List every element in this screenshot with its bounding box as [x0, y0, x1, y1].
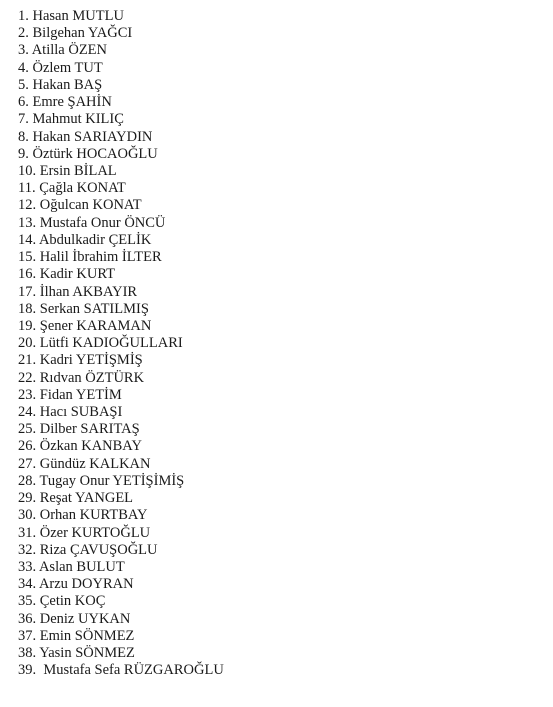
list-item: 10. Ersin BİLAL	[18, 162, 117, 179]
list-item: 37. Emin SÖNMEZ	[18, 627, 135, 644]
list-item: 12. Oğulcan KONAT	[18, 197, 142, 214]
list-item: 13. Mustafa Onur ÖNCÜ	[18, 214, 166, 231]
list-item: 39. Mustafa Sefa RÜZGAROĞLU	[18, 662, 224, 679]
list-item: 8. Hakan SARIAYDIN	[18, 128, 153, 145]
list-item: 22. Rıdvan ÖZTÜRK	[18, 369, 145, 386]
list-item: 24. Hacı SUBAŞI	[18, 404, 123, 421]
list-item: 20. Lütfi KADIOĞULLARI	[18, 335, 183, 352]
list-item: 38. Yasin SÖNMEZ	[18, 645, 135, 662]
list-item: 1. Hasan MUTLU	[18, 8, 124, 24]
list-item: 17. İlhan AKBAYIR	[18, 283, 138, 300]
list-item: 21. Kadri YETİŞMİŞ	[18, 352, 143, 369]
list-item: 5. Hakan BAŞ	[18, 76, 103, 93]
list-item: 34. Arzu DOYRAN	[18, 576, 134, 593]
list-item: 9. Öztürk HOCAOĞLU	[18, 145, 158, 162]
list-item: 35. Çetin KOÇ	[18, 593, 106, 610]
list-item: 30. Orhan KURTBAY	[18, 507, 148, 524]
list-item: 32. Riza ÇAVUŞOĞLU	[18, 541, 158, 558]
list-item: 19. Şener KARAMAN	[18, 317, 152, 334]
list-item: 3. Atilla ÖZEN	[18, 42, 108, 59]
list-item: 29. Reşat YANGEL	[18, 490, 134, 507]
list-item: 18. Serkan SATILMIŞ	[18, 300, 149, 317]
list-item: 14. Abdulkadir ÇELİK	[18, 231, 152, 248]
list-item: 31. Özer KURTOĞLU	[18, 524, 151, 541]
list-item: 7. Mahmut KILIÇ	[18, 111, 124, 128]
list-item: 27. Gündüz KALKAN	[18, 455, 151, 472]
list-item: 25. Dilber SARITAŞ	[18, 421, 140, 438]
list-item: 28. Tugay Onur YETİŞİMİŞ	[18, 472, 185, 489]
list-item: 26. Özkan KANBAY	[18, 438, 142, 455]
list-item: 33. Aslan BULUT	[18, 559, 125, 575]
list-item: 6. Emre ŞAHİN	[18, 94, 112, 111]
name-list	[18, 8, 224, 680]
list-item: 15. Halil İbrahim İLTER	[18, 249, 162, 266]
list-item: 16. Kadir KURT	[18, 266, 115, 283]
list-item: 4. Özlem TUT	[18, 59, 103, 76]
list-item: 36. Deniz UYKAN	[18, 610, 131, 627]
list-item: 2. Bilgehan YAĞCI	[18, 25, 133, 42]
list-item: 11. Çağla KONAT	[18, 180, 126, 197]
list-item: 23. Fidan YETİM	[18, 386, 122, 403]
